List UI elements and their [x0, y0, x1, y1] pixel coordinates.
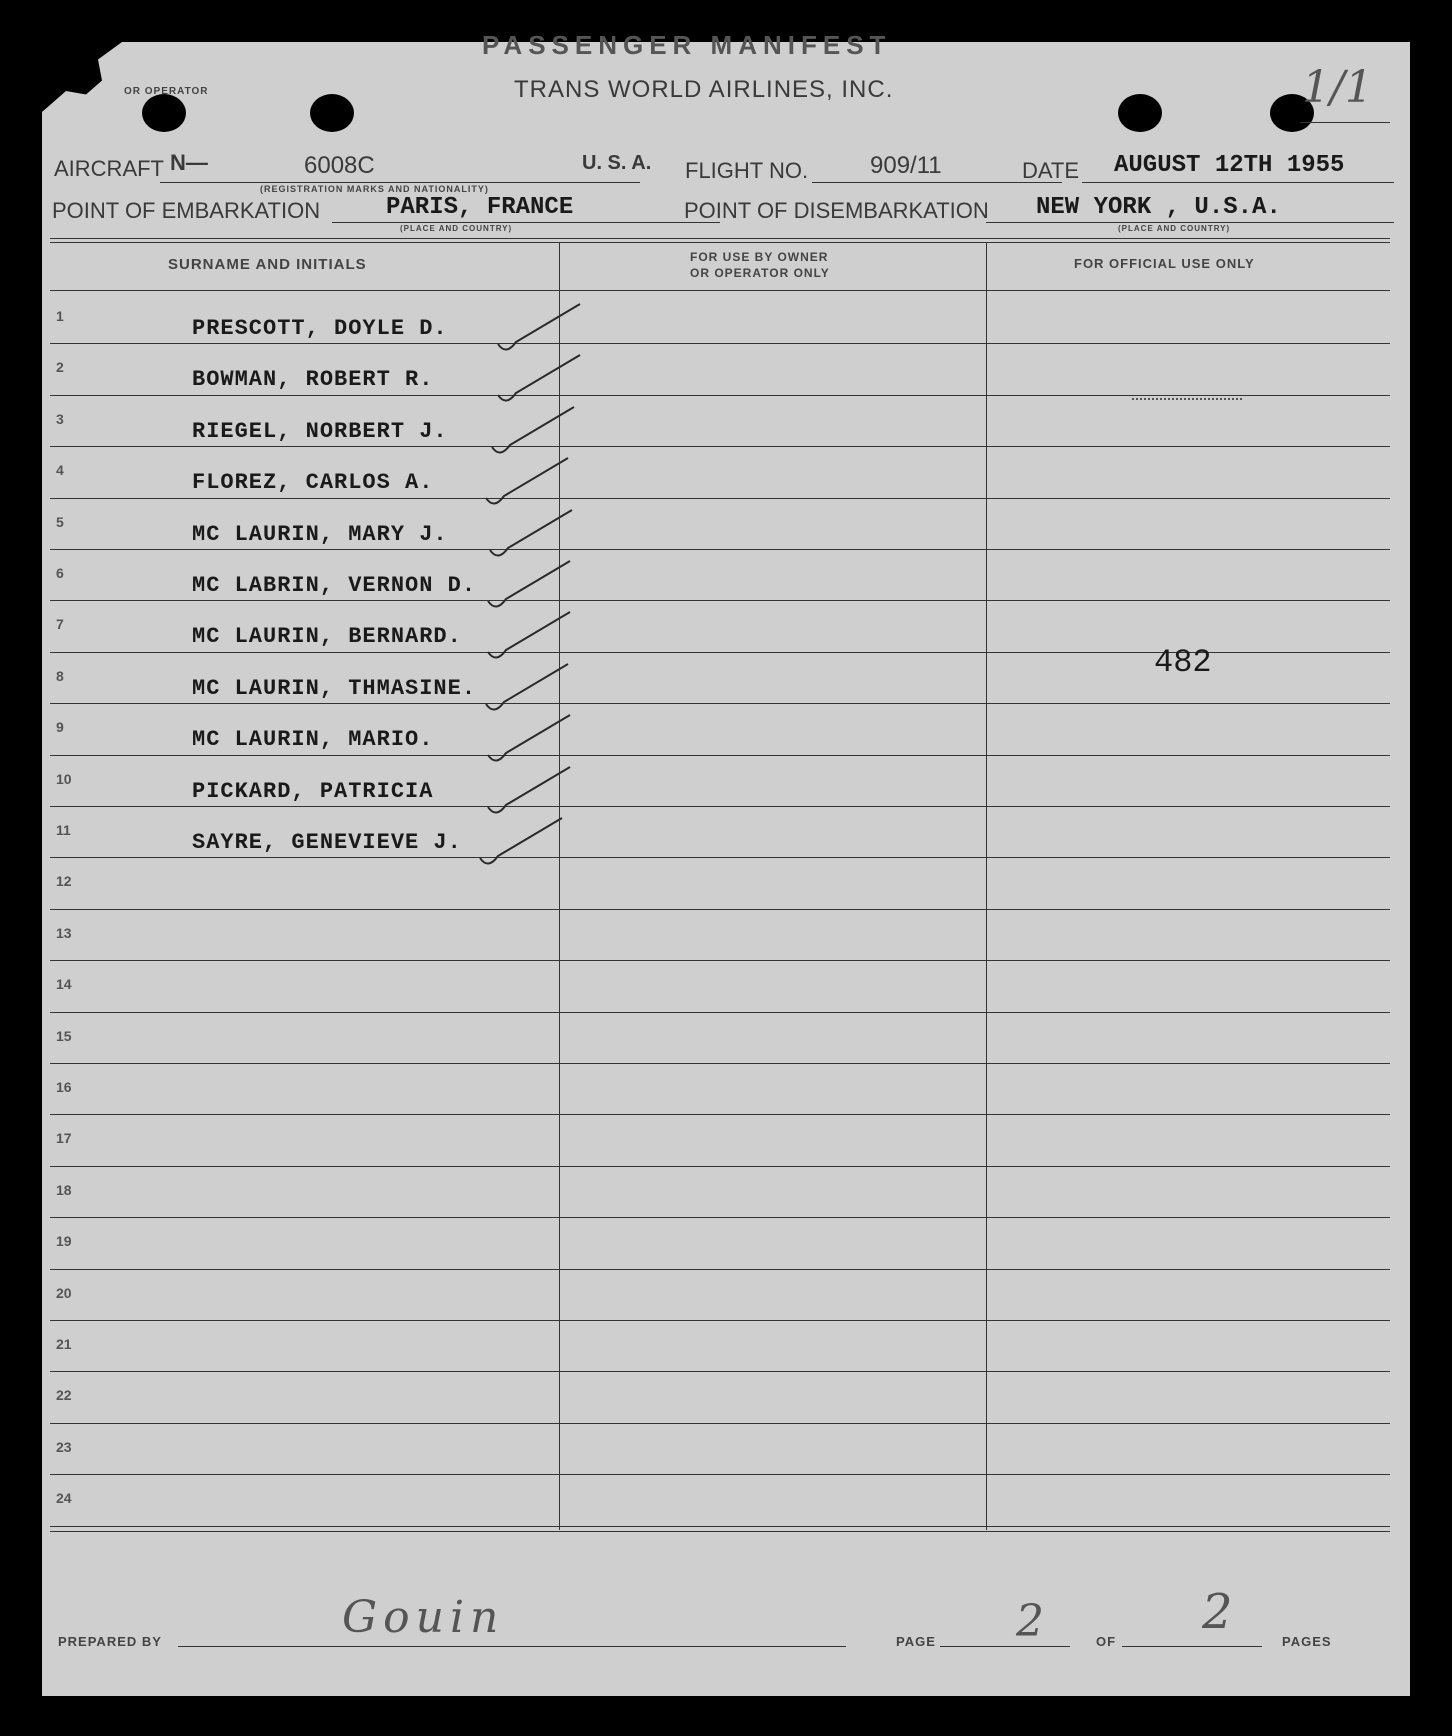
table-top-rule	[50, 238, 1390, 239]
prepared-by-underline	[178, 1646, 846, 1647]
col-surname-header: SURNAME AND INITIALS	[168, 256, 367, 273]
row-number: 2	[56, 359, 64, 376]
disembarkation-label: POINT OF DISEMBARKATION	[684, 198, 989, 223]
row-rule	[50, 755, 1390, 756]
row-rule	[50, 1114, 1390, 1115]
table-bottom-rule-2	[50, 1531, 1390, 1532]
row-number: 7	[56, 616, 64, 633]
pages-label: PAGES	[1282, 1634, 1332, 1649]
flight-no-label: FLIGHT NO.	[685, 158, 809, 183]
punch-hole-left	[142, 94, 186, 132]
passenger-name: MC LAURIN, MARY J.	[192, 521, 448, 547]
row-rule	[50, 960, 1390, 961]
row-number: 23	[56, 1438, 72, 1455]
flight-no-value: 909/11	[870, 152, 942, 179]
passenger-name: MC LABRIN, VERNON D.	[192, 573, 477, 598]
torn-corner	[42, 42, 122, 112]
row-number: 13	[56, 924, 72, 941]
row-rule	[50, 1217, 1390, 1218]
table-top-rule-2	[50, 242, 1390, 243]
of-value: 2	[1202, 1584, 1233, 1640]
row-number: 5	[56, 513, 64, 530]
owner-label: OR OPERATOR	[124, 86, 209, 97]
row-rule	[50, 1269, 1390, 1270]
form-title: PASSENGER MANIFEST	[482, 30, 892, 60]
passenger-name: MC LAURIN, BERNARD.	[192, 624, 462, 650]
page-underline	[940, 1646, 1070, 1647]
row-rule	[50, 1320, 1390, 1321]
col-owner-header-line1: FOR USE BY OWNER	[690, 250, 829, 264]
row-rule	[50, 1474, 1390, 1475]
row-rule	[50, 1371, 1390, 1372]
airline-name: TRANS WORLD AIRLINES, INC.	[514, 76, 894, 103]
passenger-name: PICKARD, PATRICIA	[192, 778, 434, 804]
row-rule	[50, 395, 1390, 396]
row-number: 14	[56, 976, 72, 993]
column-divider-2	[986, 242, 987, 1530]
col-owner-header-line2: OR OPERATOR ONLY	[690, 266, 830, 280]
row-rule	[50, 857, 1390, 858]
row-number: 11	[56, 822, 71, 838]
place-country-caption-2: (PLACE AND COUNTRY)	[1118, 224, 1231, 233]
date-label: DATE	[1022, 158, 1080, 183]
official-note: 482	[1154, 644, 1212, 681]
row-rule	[50, 549, 1390, 550]
place-country-caption: (PLACE AND COUNTRY)	[400, 224, 513, 233]
passenger-name: PRESCOTT, DOYLE D.	[192, 316, 448, 341]
passenger-name: FLOREZ, CARLOS A.	[192, 470, 434, 496]
row-number: 12	[56, 873, 72, 890]
row-number: 20	[56, 1284, 72, 1301]
embarkation-underline	[332, 222, 720, 223]
manifest-page	[42, 30, 1410, 1696]
check-mark-icon	[476, 812, 566, 872]
official-stamp-mark	[1132, 398, 1242, 404]
page-label: PAGE	[896, 1634, 936, 1649]
table-bottom-rule	[50, 1526, 1390, 1527]
passenger-name: MC LAURIN, THMASINE.	[192, 675, 477, 701]
row-rule	[50, 1012, 1390, 1013]
page-value: 2	[1016, 1596, 1044, 1647]
passenger-name: SAYRE, GENEVIEVE J.	[192, 830, 462, 855]
row-rule	[50, 806, 1390, 807]
aircraft-label: AIRCRAFT	[54, 156, 164, 181]
registration-caption: (REGISTRATION MARKS AND NATIONALITY)	[260, 184, 489, 194]
row-number: 15	[56, 1027, 72, 1044]
row-number: 24	[56, 1490, 72, 1507]
row-number: 6	[56, 565, 64, 581]
row-number: 4	[56, 462, 64, 479]
embarkation-label: POINT OF EMBARKATION	[52, 198, 321, 223]
row-number: 18	[56, 1181, 72, 1198]
passenger-name: RIEGEL, NORBERT J.	[192, 418, 448, 444]
col-official-header: FOR OFFICIAL USE ONLY	[1074, 256, 1255, 271]
of-underline	[1122, 1646, 1262, 1647]
row-rule	[50, 909, 1390, 910]
row-number: 9	[56, 719, 64, 736]
row-rule	[50, 1063, 1390, 1064]
row-rule	[50, 498, 1390, 499]
prepared-by-label: PREPARED BY	[58, 1634, 162, 1649]
row-rule	[50, 1166, 1390, 1167]
of-label: OF	[1096, 1634, 1117, 1649]
row-number: 17	[56, 1130, 72, 1147]
row-number: 22	[56, 1387, 72, 1404]
row-rule	[50, 446, 1390, 447]
date-value: AUGUST 12TH 1955	[1114, 152, 1345, 179]
aircraft-value: 6008C	[304, 152, 375, 179]
embarkation-value: PARIS, FRANCE	[386, 194, 574, 221]
row-number: 16	[56, 1079, 72, 1095]
row-number: 3	[56, 410, 64, 427]
passenger-name: MC LAURIN, MARIO.	[192, 727, 434, 753]
punch-hole-second	[310, 94, 354, 132]
table-header-rule	[50, 290, 1390, 291]
aircraft-underline	[160, 182, 640, 183]
date-underline	[1082, 182, 1394, 183]
row-number: 21	[56, 1336, 72, 1352]
disembarkation-value: NEW YORK , U.S.A.	[1036, 194, 1281, 221]
corner-mark-underline	[1300, 122, 1390, 123]
nationality-value: U. S. A.	[582, 152, 652, 174]
row-number: 19	[56, 1233, 72, 1250]
passenger-name: BOWMAN, ROBERT R.	[192, 367, 434, 393]
disembarkation-underline	[986, 222, 1394, 223]
row-rule	[50, 343, 1390, 344]
corner-mark: 1/1	[1302, 62, 1373, 113]
row-number: 10	[56, 770, 72, 787]
row-number: 8	[56, 667, 64, 684]
row-rule	[50, 703, 1390, 704]
row-number: 1	[56, 308, 64, 324]
punch-hole-third	[1118, 94, 1162, 132]
row-rule	[50, 1423, 1390, 1424]
row-rule	[50, 600, 1390, 601]
prepared-by-signature: Gouin	[342, 1592, 505, 1643]
aircraft-prefix: N—	[170, 150, 208, 175]
